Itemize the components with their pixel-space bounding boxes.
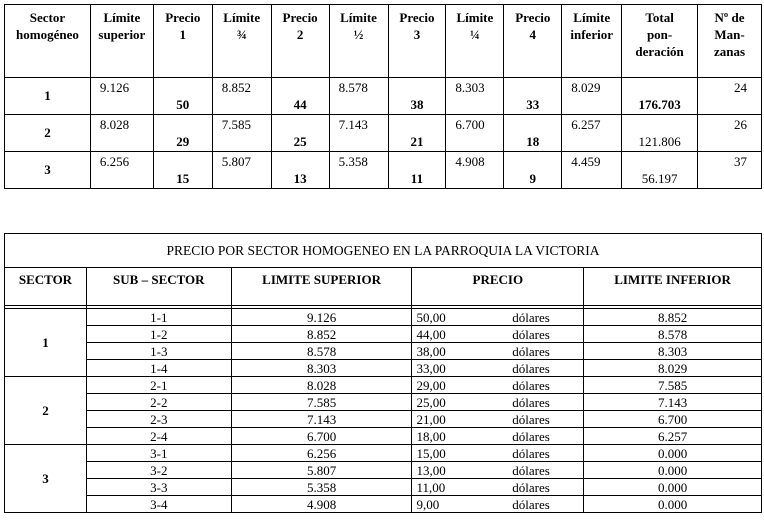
limite-inferior-cell: 6.257 bbox=[584, 428, 762, 445]
precio-3-cell: 38 bbox=[388, 78, 446, 115]
limite-12-cell: 7.143 bbox=[329, 115, 388, 152]
precio-unit-cell: dólares bbox=[479, 326, 584, 343]
header-precio: PRECIO bbox=[412, 268, 584, 306]
precio-unit-cell: dólares bbox=[479, 462, 584, 479]
manzanas-cell: 37 bbox=[698, 152, 762, 189]
header-total-ponderacion: Total pon- deración bbox=[622, 5, 698, 78]
limite-inferior-cell: 8.029 bbox=[584, 360, 762, 377]
table-row bbox=[5, 377, 762, 394]
sub-sector-cell: 3-1 bbox=[86, 445, 231, 462]
sector-cell: 1 bbox=[5, 78, 91, 115]
limite-14-cell: 4.908 bbox=[446, 152, 504, 189]
precio-3-cell: 21 bbox=[388, 115, 446, 152]
table-title: PRECIO POR SECTOR HOMOGENEO EN LA PARROQUIA LA VICTORIA bbox=[5, 234, 762, 268]
limite-inferior-cell: 6.257 bbox=[562, 115, 622, 152]
limite-superior-cell: 6.700 bbox=[231, 428, 412, 445]
precio-4-cell: 18 bbox=[504, 115, 562, 152]
precio-2-cell: 25 bbox=[271, 115, 329, 152]
limite-inferior-cell: 7.143 bbox=[584, 394, 762, 411]
header-precio-4: Precio 4 bbox=[504, 5, 562, 78]
sector-cell: 2 bbox=[5, 377, 87, 445]
limite-34-cell: 7.585 bbox=[212, 115, 271, 152]
header-limite-inferior: LIMITE INFERIOR bbox=[584, 268, 762, 306]
limite-inferior-cell: 7.585 bbox=[584, 377, 762, 394]
precio-cell: 44,00 bbox=[412, 326, 479, 343]
table-row bbox=[5, 411, 762, 428]
precio-unit-cell: dólares bbox=[479, 360, 584, 377]
precio-cell: 25,00 bbox=[412, 394, 479, 411]
precio-cell: 11,00 bbox=[412, 479, 479, 496]
sub-sector-cell: 2-2 bbox=[86, 394, 231, 411]
table-row bbox=[5, 152, 762, 189]
limite-superior-cell: 9.126 bbox=[90, 78, 153, 115]
table-row bbox=[5, 78, 762, 115]
precio-1-cell: 15 bbox=[153, 152, 212, 189]
precio-4-cell: 33 bbox=[504, 78, 562, 115]
precio-2-cell: 13 bbox=[271, 152, 329, 189]
limite-12-cell: 8.578 bbox=[329, 78, 388, 115]
limite-14-cell: 6.700 bbox=[446, 115, 504, 152]
precio-unit-cell: dólares bbox=[479, 309, 584, 326]
limite-superior-cell: 8.852 bbox=[231, 326, 412, 343]
header-limite-superior: Límite superior bbox=[90, 5, 153, 78]
precio-unit-cell: dólares bbox=[479, 394, 584, 411]
total-cell: 56.197 bbox=[622, 152, 698, 189]
limite-superior-cell: 7.585 bbox=[231, 394, 412, 411]
precio-unit-cell: dólares bbox=[479, 343, 584, 360]
precio-cell: 13,00 bbox=[412, 462, 479, 479]
manzanas-cell: 24 bbox=[698, 78, 762, 115]
header-precio-2: Precio 2 bbox=[271, 5, 329, 78]
precio-cell: 21,00 bbox=[412, 411, 479, 428]
header-limite-14: Límite ¼ bbox=[446, 5, 504, 78]
price-by-sector-table bbox=[4, 233, 762, 513]
table-row bbox=[5, 360, 762, 377]
limite-superior-cell: 8.028 bbox=[90, 115, 153, 152]
sub-sector-cell: 1-1 bbox=[86, 309, 231, 326]
sector-cell: 1 bbox=[5, 309, 87, 377]
limite-superior-cell: 8.028 bbox=[231, 377, 412, 394]
limite-superior-cell: 4.908 bbox=[231, 496, 412, 513]
limite-superior-cell: 5.807 bbox=[231, 462, 412, 479]
header-limite-34: Límite ¾ bbox=[212, 5, 271, 78]
sub-sector-cell: 2-3 bbox=[86, 411, 231, 428]
sub-sector-cell: 3-2 bbox=[86, 462, 231, 479]
table-row bbox=[5, 115, 762, 152]
precio-unit-cell: dólares bbox=[479, 428, 584, 445]
table1-header-row bbox=[5, 5, 762, 78]
table-row bbox=[5, 479, 762, 496]
precio-unit-cell: dólares bbox=[479, 479, 584, 496]
sub-sector-cell: 2-1 bbox=[86, 377, 231, 394]
limite-inferior-cell: 0.000 bbox=[584, 496, 762, 513]
limite-34-cell: 8.852 bbox=[212, 78, 271, 115]
manzanas-cell: 26 bbox=[698, 115, 762, 152]
limite-inferior-cell: 4.459 bbox=[562, 152, 622, 189]
limite-inferior-cell: 6.700 bbox=[584, 411, 762, 428]
table-row bbox=[5, 394, 762, 411]
precio-cell: 50,00 bbox=[412, 309, 479, 326]
sub-sector-cell: 2-4 bbox=[86, 428, 231, 445]
precio-cell: 29,00 bbox=[412, 377, 479, 394]
limite-superior-cell: 8.578 bbox=[231, 343, 412, 360]
precio-4-cell: 9 bbox=[504, 152, 562, 189]
limite-superior-cell: 6.256 bbox=[90, 152, 153, 189]
limite-inferior-cell: 8.029 bbox=[562, 78, 622, 115]
precio-unit-cell: dólares bbox=[479, 496, 584, 513]
limite-superior-cell: 7.143 bbox=[231, 411, 412, 428]
header-sector: SECTOR bbox=[5, 268, 87, 306]
limite-inferior-cell: 8.578 bbox=[584, 326, 762, 343]
header-precio-3: Precio 3 bbox=[388, 5, 446, 78]
precio-unit-cell: dólares bbox=[479, 411, 584, 428]
table-row bbox=[5, 445, 762, 462]
precio-cell: 33,00 bbox=[412, 360, 479, 377]
sector-cell: 3 bbox=[5, 445, 87, 513]
sub-sector-cell: 1-2 bbox=[86, 326, 231, 343]
precio-3-cell: 11 bbox=[388, 152, 446, 189]
sector-weighting-table bbox=[4, 4, 762, 189]
limite-inferior-cell: 0.000 bbox=[584, 445, 762, 462]
header-sub-sector: SUB – SECTOR bbox=[86, 268, 231, 306]
limite-superior-cell: 5.358 bbox=[231, 479, 412, 496]
header-limite-12: Límite ½ bbox=[329, 5, 388, 78]
table-row bbox=[5, 462, 762, 479]
table-row bbox=[5, 428, 762, 445]
precio-1-cell: 50 bbox=[153, 78, 212, 115]
header-sector: Sector homogéneo bbox=[5, 5, 91, 78]
header-precio-1: Precio 1 bbox=[153, 5, 212, 78]
header-limite-inferior: Límite inferior bbox=[562, 5, 622, 78]
precio-cell: 15,00 bbox=[412, 445, 479, 462]
limite-inferior-cell: 8.303 bbox=[584, 343, 762, 360]
table2-header-row bbox=[5, 268, 762, 306]
precio-2-cell: 44 bbox=[271, 78, 329, 115]
precio-unit-cell: dólares bbox=[479, 445, 584, 462]
precio-cell: 38,00 bbox=[412, 343, 479, 360]
table-row bbox=[5, 496, 762, 513]
limite-inferior-cell: 8.852 bbox=[584, 309, 762, 326]
table2-title-row bbox=[5, 234, 762, 268]
sub-sector-cell: 1-3 bbox=[86, 343, 231, 360]
table-row bbox=[5, 343, 762, 360]
precio-cell: 18,00 bbox=[412, 428, 479, 445]
limite-14-cell: 8.303 bbox=[446, 78, 504, 115]
total-cell: 121.806 bbox=[622, 115, 698, 152]
limite-inferior-cell: 0.000 bbox=[584, 462, 762, 479]
table-row bbox=[5, 309, 762, 326]
sub-sector-cell: 3-4 bbox=[86, 496, 231, 513]
sector-cell: 3 bbox=[5, 152, 91, 189]
total-cell: 176.703 bbox=[622, 78, 698, 115]
limite-superior-cell: 6.256 bbox=[231, 445, 412, 462]
table-row bbox=[5, 326, 762, 343]
limite-superior-cell: 9.126 bbox=[231, 309, 412, 326]
sub-sector-cell: 3-3 bbox=[86, 479, 231, 496]
limite-12-cell: 5.358 bbox=[329, 152, 388, 189]
header-limite-superior: LIMITE SUPERIOR bbox=[231, 268, 412, 306]
sub-sector-cell: 1-4 bbox=[86, 360, 231, 377]
sector-cell: 2 bbox=[5, 115, 91, 152]
precio-1-cell: 29 bbox=[153, 115, 212, 152]
header-manzanas: Nº de Man- zanas bbox=[698, 5, 762, 78]
limite-superior-cell: 8.303 bbox=[231, 360, 412, 377]
precio-cell: 9,00 bbox=[412, 496, 479, 513]
limite-34-cell: 5.807 bbox=[212, 152, 271, 189]
precio-unit-cell: dólares bbox=[479, 377, 584, 394]
limite-inferior-cell: 0.000 bbox=[584, 479, 762, 496]
